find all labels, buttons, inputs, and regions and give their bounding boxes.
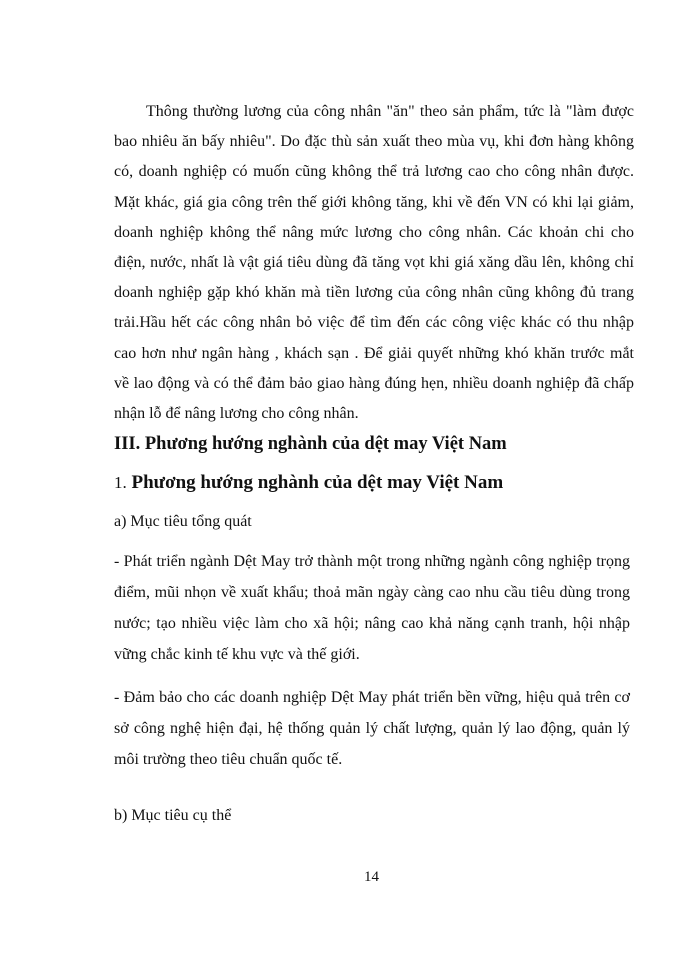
goal-bullets	[114, 546, 630, 787]
page-number: 14	[364, 869, 379, 885]
heading-text: Phương hướng nghành của dệt may Việt Nam	[131, 472, 504, 493]
paragraph-line: doanh nghiệp không thể nâng mức lương cho công nhân. Các khoản chi cho	[114, 223, 634, 241]
paragraph-line: nhận lỗ để nâng lương cho công nhân.	[114, 404, 359, 422]
paragraph-line: doanh nghiệp gặp khó khăn mà tiền lương của công nhân cũng không đủ trang	[114, 284, 634, 302]
bullet-line: môi trường theo tiêu chuẩn quốc tế.	[114, 751, 343, 768]
paragraph-line: trải.Hầu hết các công nhân bỏ việc để tìm đến các công việc khác có thu nhập	[114, 314, 634, 332]
paragraph-line: về lao động và có thể đảm bảo giao hàng đúng hẹn, nhiều doanh nghiệp đã chấp	[114, 374, 634, 392]
paragraph-line: có, doanh nghiệp có muốn cũng không thể trả lương cao cho công nhân được.	[114, 163, 634, 181]
paragraph-line: điện, nước, nhất là vật giá tiêu dùng đã tăng vọt khi giá xăng dầu lên, không chỉ	[114, 253, 634, 271]
bullet-line: - Đảm bảo cho các doanh nghiệp Dệt May phát triển bền vững, hiệu quả trên cơ	[114, 689, 630, 706]
subsection-heading-1	[114, 472, 503, 494]
paragraph-line: Mặt khác, giá gia công trên thế giới không tăng, khi về đến VN có khi lại giảm,	[114, 193, 634, 211]
paragraph-line: bao nhiêu ăn bấy nhiêu". Do đặc thù sản xuất theo mùa vụ, khi đơn hàng không	[114, 133, 634, 151]
bullet-line: nước; tạo nhiều việc làm cho xã hội; nâng cao khả năng cạnh tranh, hội nhập	[114, 615, 630, 632]
bullet-line: vững chắc kinh tế khu vực và thế giới.	[114, 646, 360, 663]
heading-number: 1.	[114, 473, 127, 492]
body-paragraph	[114, 97, 634, 429]
bullet-line: điểm, mũi nhọn về xuất khẩu; thoả mãn ngày càng cao nhu cầu tiêu dùng trong	[114, 584, 630, 601]
bullet-line: sở công nghệ hiện đại, hệ thống quản lý chất lượng, quản lý lao động, quản lý	[114, 720, 630, 737]
paragraph-line: cao hơn như ngân hàng , khách sạn . Để giải quyết những khó khăn trước mắt	[114, 344, 634, 362]
bullet-line: - Phát triển ngành Dệt May trở thành một trong những ngành công nghiệp trọng	[114, 553, 630, 570]
subheading-b: b) Mục tiêu cụ thể	[114, 807, 232, 824]
section-heading-iii: III. Phương hướng nghành của dệt may Việt Nam	[114, 434, 507, 454]
paragraph-line: Thông thường lương của công nhân "ăn" theo sản phẩm, tức là "làm được	[146, 103, 634, 120]
subheading-a: a) Mục tiêu tổng quát	[114, 513, 252, 530]
